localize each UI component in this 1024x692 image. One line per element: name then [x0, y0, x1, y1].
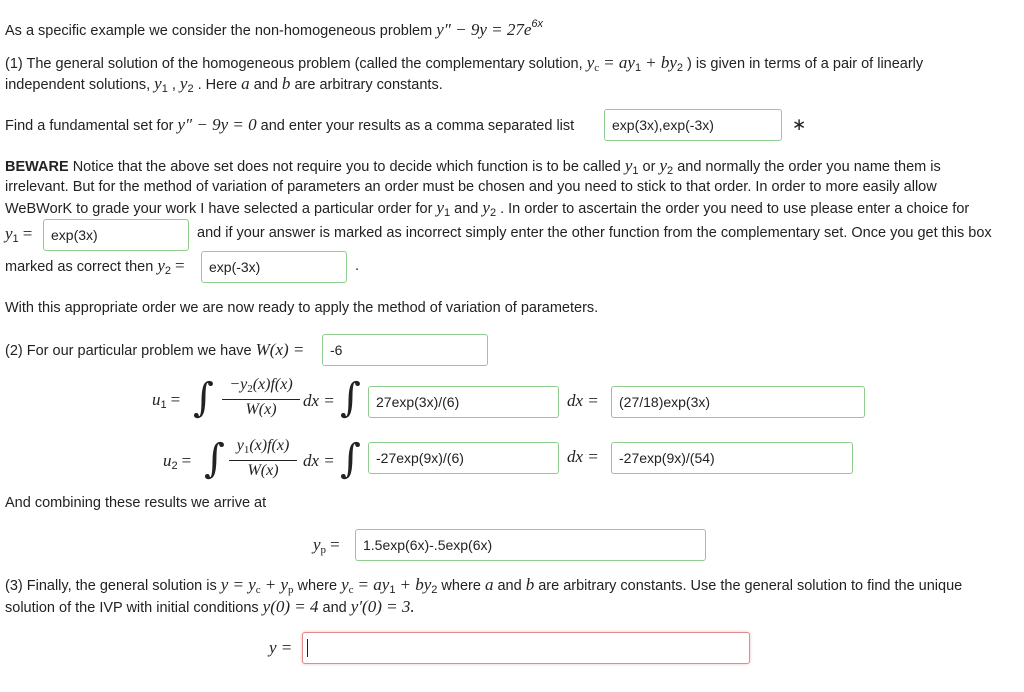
fundamental-prompt-a: Find a fundamental set for	[5, 118, 174, 134]
part1-y2-sub: 2	[187, 83, 194, 95]
fundamental-prompt	[5, 115, 574, 136]
u1-integral-sign: ∫	[193, 375, 214, 421]
beware-line2: irrelevant. But for the method of variation of parameters an order must be chosen and you need to stick to that order. In order to more easily allow	[5, 179, 937, 195]
y1-choice-eq: =	[22, 224, 33, 243]
part3-l1-s1: 1	[389, 584, 396, 596]
part1-yc-sub: c	[594, 62, 600, 74]
ready-text: With this appropriate order we are now ready to apply the method of variation of parameters.	[5, 300, 599, 316]
part3-l1-a: (3) Finally, the general solution is	[5, 578, 217, 594]
u1-integral-sign-2: ∫	[340, 375, 361, 421]
part3-l1-where: where	[297, 578, 338, 594]
part3-l1-b2: b	[525, 575, 535, 594]
part3-l1-plus: + y	[264, 575, 288, 594]
part1-line2-b: . Here	[197, 77, 238, 93]
part3-l1-eq: y = y	[220, 575, 256, 594]
part1-text-a: (1) The general solution of the homogeneous problem (called the complementary solution,	[5, 56, 583, 72]
part3-l1-where2: where	[441, 578, 481, 594]
part3-l1-s2: 2	[431, 584, 438, 596]
intro-text: As a specific example we consider the non-homogeneous problem	[5, 23, 433, 39]
beware-l3-b: . In order to ascertain the order you need to use please enter a choice for	[500, 201, 970, 217]
intro-line	[5, 14, 543, 41]
combining-text: And combining these results we arrive at	[5, 495, 267, 511]
part2-text: (2) For our particular problem we have	[5, 343, 252, 359]
part3-ic1: y(0) = 4	[262, 597, 319, 616]
part1-y1-sub: 1	[161, 83, 168, 95]
part1-plus-by: + by	[645, 53, 677, 72]
u2-integral-sign: ∫	[204, 436, 225, 482]
part1-b: b	[281, 74, 291, 93]
u2-u: u	[163, 451, 172, 470]
u1-integrand-input[interactable]: 27exp(3x)/(6)	[368, 386, 559, 418]
u1-num-rest: (x)f(x)	[252, 376, 293, 393]
part1-sub2: 2	[676, 62, 683, 74]
u2-fraction	[229, 437, 297, 480]
u2-num-y: y	[236, 437, 244, 454]
beware-l3-a: WeBWorK to grade your work I have selected a particular order for	[5, 201, 433, 217]
fundamental-expr: y″ − 9y = 0	[177, 115, 257, 134]
y1-choice-sub: 1	[12, 233, 19, 245]
part1-line2-a: independent solutions,	[5, 77, 151, 93]
part3-l2-and: and	[322, 600, 347, 616]
wronskian-input[interactable]: -6	[322, 334, 488, 366]
part3-l2-a: solution of the IVP with initial conditions	[5, 600, 259, 616]
u2-integral-sign-2: ∫	[340, 436, 361, 482]
beware-l1-y2: y	[659, 156, 668, 175]
u2-numerator	[229, 437, 297, 459]
u2-dx-2: dx =	[567, 447, 599, 466]
u1-sub: 1	[160, 399, 167, 411]
part3-l1-p: p	[288, 584, 294, 596]
u2-label	[163, 451, 191, 472]
beware-l1-y1: y	[624, 156, 633, 175]
part1-a: a	[241, 74, 250, 93]
part1-and: and	[253, 77, 278, 93]
beware-l3-s2: 2	[489, 207, 497, 219]
u2-denominator: W(x)	[247, 462, 279, 479]
y1-choice-label	[5, 224, 32, 245]
u1-fraction	[222, 376, 300, 419]
part3-line2	[5, 597, 415, 618]
beware-l1-s2: 2	[667, 165, 674, 177]
yp-eq: =	[330, 535, 340, 554]
beware-period: .	[355, 258, 360, 274]
u2-eq: =	[181, 451, 192, 470]
part2-prompt	[5, 340, 304, 360]
y2-choice-sub: 2	[164, 265, 171, 277]
part3-l1-eq2: = ay	[357, 575, 390, 594]
beware-line5	[5, 256, 185, 277]
u2-num-rest: (x)f(x)	[249, 437, 290, 454]
part2-wx: W(x) =	[255, 340, 305, 359]
u2-sub: 2	[171, 460, 178, 472]
u2-integrand-input[interactable]: -27exp(9x)/(6)	[368, 442, 559, 474]
beware-l3-s1: 1	[444, 207, 451, 219]
yp-label	[313, 535, 340, 556]
fundamental-set-input[interactable]: exp(3x),exp(-3x)	[604, 109, 782, 141]
u2-result-input[interactable]: -27exp(9x)/(54)	[611, 442, 853, 474]
part1-y1: y	[154, 74, 162, 93]
u1-eq: =	[170, 390, 181, 409]
part1-text-b: ) is given in terms of a pair of linearly	[687, 56, 924, 72]
u2-dx: dx =	[303, 451, 335, 470]
part1-line2-c: are arbitrary constants.	[294, 77, 443, 93]
y1-input[interactable]: exp(3x)	[43, 219, 189, 251]
y2-input[interactable]: exp(-3x)	[201, 251, 347, 283]
y2-choice-y: y	[157, 256, 165, 275]
part3-l1-rest: are arbitrary constants. Use the general solution to find the unique	[538, 578, 963, 594]
u1-result-input[interactable]: (27/18)exp(3x)	[611, 386, 865, 418]
u1-dx: dx =	[303, 391, 335, 410]
u1-label	[152, 390, 180, 411]
final-y-label: y =	[269, 638, 293, 657]
part3-l1-a2: a	[484, 575, 494, 594]
beware-l1-b: and normally the order you name them is	[677, 159, 941, 175]
part3-l1-yc: y	[341, 575, 349, 594]
beware-l3-y2: y	[482, 198, 490, 217]
u2-num-sub: 1	[243, 444, 250, 456]
fundamental-asterisk: ∗	[792, 115, 807, 134]
beware-label: BEWARE	[5, 159, 69, 175]
u1-num-y: −y	[229, 376, 248, 393]
beware-l3-and: and	[454, 201, 479, 217]
beware-l1-or: or	[642, 159, 656, 175]
beware-l5-text: marked as correct then	[5, 259, 154, 275]
u1-fraction-bar	[222, 399, 300, 400]
part3-l1-yc-sub: c	[348, 584, 354, 596]
part3-l1-c: c	[255, 584, 261, 596]
intro-exponent: 6x	[531, 18, 544, 30]
beware-line4: and if your answer is marked as incorrect simply enter the other function from the complementary set. Once you get this box	[197, 225, 992, 241]
u1-numerator	[222, 376, 300, 398]
beware-l3-y1: y	[436, 198, 444, 217]
u1-denominator: W(x)	[245, 401, 277, 418]
beware-l1-s1: 1	[632, 165, 639, 177]
part3-l1-by: + by	[399, 575, 432, 594]
part1-eq: = ay	[603, 53, 635, 72]
u1-num-sub: 2	[247, 383, 253, 395]
fundamental-prompt-b: and enter your results as a comma separated list	[260, 118, 575, 134]
intro-equation: y″ − 9y = 27e	[436, 20, 532, 39]
yp-input[interactable]: 1.5exp(6x)-.5exp(6x)	[355, 529, 706, 561]
u1-dx-2: dx =	[567, 391, 599, 410]
y2-choice-eq: =	[175, 256, 185, 275]
part1-sub1: 1	[634, 62, 642, 74]
yp-y: y	[313, 535, 321, 554]
part1-line2	[5, 74, 443, 99]
yp-sub: p	[320, 544, 327, 556]
u2-fraction-bar	[229, 460, 297, 461]
part3-ic2: y′(0) = 3.	[350, 597, 415, 616]
y1-choice-y: y	[5, 224, 13, 243]
beware-l1-a: Notice that the above set does not require you to decide which function is to be called	[72, 159, 621, 175]
u1-u: u	[152, 390, 161, 409]
part1-y2: y	[179, 74, 188, 93]
part1-comma: ,	[171, 77, 176, 93]
final-solution-input[interactable]	[302, 632, 750, 664]
text-caret	[307, 639, 308, 657]
part1-yc: y	[586, 53, 595, 72]
part3-l1-and: and	[497, 578, 522, 594]
